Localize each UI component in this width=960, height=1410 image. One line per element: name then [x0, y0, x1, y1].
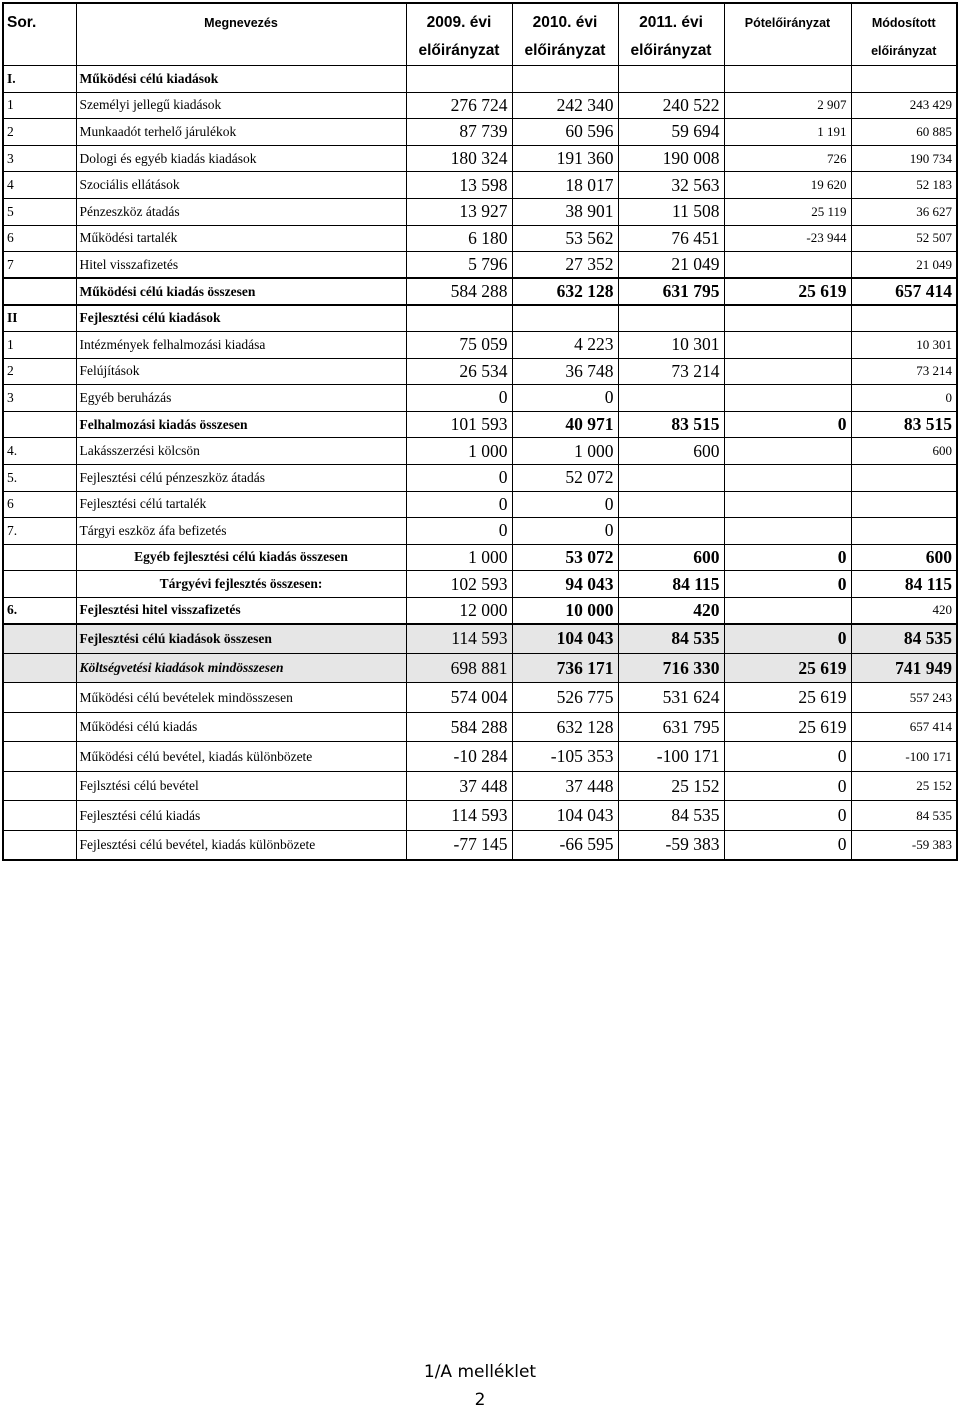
value-2009: 6 180: [406, 225, 512, 252]
table-row: [3, 544, 957, 571]
row-name: Fejlesztési hitel visszafizetés: [76, 597, 406, 624]
value-2010: -105 353: [512, 742, 618, 772]
value-modositott: 190 734: [851, 145, 957, 172]
table-row: [3, 411, 957, 438]
table-row: [3, 653, 957, 683]
row-name: Működési célú bevétel, kiadás különbözete: [76, 742, 406, 772]
value-2010: 27 352: [512, 252, 618, 279]
value-2010: 632 128: [512, 712, 618, 742]
value-2010: 4 223: [512, 331, 618, 358]
row-name: Dologi és egyéb kiadás kiadások: [76, 145, 406, 172]
value-2010: 0: [512, 518, 618, 545]
value-2011: 600: [618, 544, 724, 571]
row-number: [3, 771, 76, 801]
value-2009: 12 000: [406, 597, 512, 624]
value-modositott: 84 115: [851, 571, 957, 598]
value-2011: 631 795: [618, 712, 724, 742]
value-modositott: 52 507: [851, 225, 957, 252]
row-number: 1: [3, 331, 76, 358]
header-2011: [618, 3, 724, 66]
table-row: [3, 252, 957, 279]
value-modositott: [851, 66, 957, 93]
row-number: 2: [3, 358, 76, 385]
table-row: [3, 597, 957, 624]
row-number: I.: [3, 66, 76, 93]
row-number: 7: [3, 252, 76, 279]
value-potel: 2 907: [724, 92, 851, 119]
row-name: Intézmények felhalmozási kiadása: [76, 331, 406, 358]
row-name: Pénzeszköz átadás: [76, 198, 406, 225]
value-potel: 0: [724, 544, 851, 571]
value-2011: 11 508: [618, 198, 724, 225]
value-2010: 37 448: [512, 771, 618, 801]
value-2011: [618, 464, 724, 491]
row-number: [3, 712, 76, 742]
value-modositott: 657 414: [851, 278, 957, 305]
header-sor: Sor.: [3, 3, 76, 66]
value-2011: 600: [618, 438, 724, 465]
value-potel: 25 619: [724, 278, 851, 305]
value-2011: 25 152: [618, 771, 724, 801]
row-number: [3, 653, 76, 683]
table-row: [3, 624, 957, 654]
row-number: 3: [3, 145, 76, 172]
table-row: [3, 385, 957, 412]
row-number: [3, 544, 76, 571]
row-number: 2: [3, 119, 76, 146]
row-number: 6: [3, 225, 76, 252]
value-modositott: 600: [851, 544, 957, 571]
row-number: [3, 830, 76, 860]
value-modositott: 60 885: [851, 119, 957, 146]
row-name: Személyi jellegű kiadások: [76, 92, 406, 119]
value-potel: [724, 252, 851, 279]
value-modositott: 73 214: [851, 358, 957, 385]
value-potel: 25 619: [724, 683, 851, 713]
value-2011: 76 451: [618, 225, 724, 252]
table-row: [3, 742, 957, 772]
table-row: [3, 438, 957, 465]
value-2009: 102 593: [406, 571, 512, 598]
value-2009: 87 739: [406, 119, 512, 146]
value-2009: 114 593: [406, 801, 512, 831]
row-name: Felújítások: [76, 358, 406, 385]
value-2009: 13 598: [406, 172, 512, 199]
value-2009: -10 284: [406, 742, 512, 772]
value-2010: 104 043: [512, 624, 618, 654]
table-row: [3, 225, 957, 252]
table-row: [3, 331, 957, 358]
value-2009: 13 927: [406, 198, 512, 225]
value-potel: [724, 305, 851, 332]
row-name: Lakásszerzési kölcsön: [76, 438, 406, 465]
value-2010: 736 171: [512, 653, 618, 683]
row-number: [3, 624, 76, 654]
table-row: [3, 92, 957, 119]
value-potel: [724, 518, 851, 545]
value-2011: 531 624: [618, 683, 724, 713]
value-potel: 0: [724, 742, 851, 772]
value-potel: 0: [724, 571, 851, 598]
value-2009: 698 881: [406, 653, 512, 683]
table-row: [3, 491, 957, 518]
value-potel: 0: [724, 801, 851, 831]
value-potel: 25 619: [724, 712, 851, 742]
value-2010: 191 360: [512, 145, 618, 172]
value-modositott: 600: [851, 438, 957, 465]
row-name: Tárgyévi fejlesztés összesen:: [76, 571, 406, 598]
value-modositott: 84 535: [851, 624, 957, 654]
row-number: 7.: [3, 518, 76, 545]
value-2009: [406, 66, 512, 93]
value-2011: 59 694: [618, 119, 724, 146]
value-2009: 574 004: [406, 683, 512, 713]
value-potel: [724, 491, 851, 518]
row-name: Működési célú bevételek mindösszesen: [76, 683, 406, 713]
row-name: Munkaadót terhelő járulékok: [76, 119, 406, 146]
header-2009: [406, 3, 512, 66]
value-2010: 52 072: [512, 464, 618, 491]
value-potel: [724, 358, 851, 385]
value-2011: 83 515: [618, 411, 724, 438]
value-modositott: [851, 305, 957, 332]
row-number: 4: [3, 172, 76, 199]
value-modositott: 21 049: [851, 252, 957, 279]
page-number: 2: [474, 1390, 486, 1410]
value-2011: 190 008: [618, 145, 724, 172]
row-number: 6.: [3, 597, 76, 624]
header-2011-label: előirányzat: [630, 42, 712, 59]
budget-table: [2, 2, 958, 861]
value-modositott: 243 429: [851, 92, 957, 119]
value-modositott: 84 535: [851, 801, 957, 831]
value-2011: 10 301: [618, 331, 724, 358]
value-modositott: 36 627: [851, 198, 957, 225]
row-number: [3, 278, 76, 305]
table-row: [3, 518, 957, 545]
value-modositott: 83 515: [851, 411, 957, 438]
row-name: Tárgyi eszköz áfa befizetés: [76, 518, 406, 545]
value-modositott: -59 383: [851, 830, 957, 860]
value-2009: 584 288: [406, 278, 512, 305]
value-2009: 0: [406, 464, 512, 491]
value-potel: [724, 438, 851, 465]
value-modositott: 557 243: [851, 683, 957, 713]
value-modositott: 10 301: [851, 331, 957, 358]
value-2009: 26 534: [406, 358, 512, 385]
value-modositott: 420: [851, 597, 957, 624]
value-2010: 242 340: [512, 92, 618, 119]
value-2011: 716 330: [618, 653, 724, 683]
table-row: [3, 145, 957, 172]
value-potel: 0: [724, 624, 851, 654]
row-number: 1: [3, 92, 76, 119]
value-2009: 37 448: [406, 771, 512, 801]
table-row: [3, 464, 957, 491]
header-2011-year: 2011. évi: [639, 14, 703, 31]
value-2010: 526 775: [512, 683, 618, 713]
value-modositott: 741 949: [851, 653, 957, 683]
value-potel: 25 619: [724, 653, 851, 683]
value-2010: 94 043: [512, 571, 618, 598]
value-2009: 584 288: [406, 712, 512, 742]
value-2011: 84 535: [618, 801, 724, 831]
value-2011: [618, 305, 724, 332]
value-2009: 0: [406, 385, 512, 412]
row-name: Költségvetési kiadások mindösszesen: [76, 653, 406, 683]
row-number: [3, 411, 76, 438]
row-number: 5: [3, 198, 76, 225]
value-2010: -66 595: [512, 830, 618, 860]
row-name: Működési tartalék: [76, 225, 406, 252]
header-2010: [512, 3, 618, 66]
value-potel: 1 191: [724, 119, 851, 146]
row-name: Egyéb beruházás: [76, 385, 406, 412]
value-2010: 36 748: [512, 358, 618, 385]
value-modositott: [851, 518, 957, 545]
value-2010: 18 017: [512, 172, 618, 199]
header-modositott-label: előirányzat: [871, 44, 937, 58]
value-2011: 420: [618, 597, 724, 624]
row-name: Fejlesztési célú kiadások: [76, 305, 406, 332]
value-2010: 53 562: [512, 225, 618, 252]
value-modositott: 52 183: [851, 172, 957, 199]
value-2011: [618, 518, 724, 545]
value-modositott: 25 152: [851, 771, 957, 801]
value-2009: 1 000: [406, 438, 512, 465]
value-potel: -23 944: [724, 225, 851, 252]
value-2009: 75 059: [406, 331, 512, 358]
annex-title: 1/A melléklet: [423, 1362, 537, 1382]
row-number: [3, 801, 76, 831]
value-2009: 0: [406, 518, 512, 545]
value-2011: 631 795: [618, 278, 724, 305]
table-row: [3, 571, 957, 598]
row-number: [3, 742, 76, 772]
value-2011: [618, 385, 724, 412]
value-2009: 1 000: [406, 544, 512, 571]
value-modositott: [851, 464, 957, 491]
row-name: Működési célú kiadás: [76, 712, 406, 742]
header-2010-year: 2010. évi: [532, 14, 598, 31]
row-name: Működési célú kiadás összesen: [76, 278, 406, 305]
value-modositott: -100 171: [851, 742, 957, 772]
value-potel: 0: [724, 411, 851, 438]
row-number: [3, 571, 76, 598]
value-potel: 726: [724, 145, 851, 172]
value-2010: 40 971: [512, 411, 618, 438]
table-row: [3, 278, 957, 305]
value-2010: 0: [512, 491, 618, 518]
header-potel: Pótelőirányzat: [724, 3, 851, 66]
row-name: Fejlesztési célú kiadás: [76, 801, 406, 831]
value-2010: 632 128: [512, 278, 618, 305]
table-row: [3, 172, 957, 199]
value-potel: [724, 385, 851, 412]
value-potel: 0: [724, 771, 851, 801]
value-2010: 60 596: [512, 119, 618, 146]
value-potel: 19 620: [724, 172, 851, 199]
value-2009: 101 593: [406, 411, 512, 438]
row-name: Fejlesztési célú tartalék: [76, 491, 406, 518]
header-megnevezes: Megnevezés: [76, 3, 406, 66]
row-number: [3, 683, 76, 713]
table-row: [3, 198, 957, 225]
value-modositott: 0: [851, 385, 957, 412]
table-row: [3, 771, 957, 801]
row-number: II: [3, 305, 76, 332]
value-modositott: 657 414: [851, 712, 957, 742]
header-2009-label: előirányzat: [418, 42, 500, 59]
value-2009: 5 796: [406, 252, 512, 279]
value-2009: 276 724: [406, 92, 512, 119]
header-2009-year: 2009. évi: [426, 14, 492, 31]
table-row: [3, 358, 957, 385]
row-name: Működési célú kiadások: [76, 66, 406, 93]
value-2010: 104 043: [512, 801, 618, 831]
value-2011: [618, 66, 724, 93]
header-modositott-title: Módosított: [871, 16, 936, 30]
value-2010: [512, 305, 618, 332]
value-2011: 21 049: [618, 252, 724, 279]
value-2011: 32 563: [618, 172, 724, 199]
table-row: [3, 66, 957, 93]
row-number: 3: [3, 385, 76, 412]
value-potel: 25 119: [724, 198, 851, 225]
row-number: 6: [3, 491, 76, 518]
value-potel: [724, 597, 851, 624]
value-2011: 240 522: [618, 92, 724, 119]
row-name: Szociális ellátások: [76, 172, 406, 199]
value-2009: -77 145: [406, 830, 512, 860]
value-2011: 84 115: [618, 571, 724, 598]
value-2011: -59 383: [618, 830, 724, 860]
value-2011: [618, 491, 724, 518]
value-2009: 114 593: [406, 624, 512, 654]
value-2009: 180 324: [406, 145, 512, 172]
value-2010: 38 901: [512, 198, 618, 225]
table-row: [3, 830, 957, 860]
header-2010-label: előirányzat: [524, 42, 606, 59]
row-name: Hitel visszafizetés: [76, 252, 406, 279]
row-name: Fejlesztési célú pénzeszköz átadás: [76, 464, 406, 491]
value-2010: 0: [512, 385, 618, 412]
value-2010: [512, 66, 618, 93]
value-potel: [724, 464, 851, 491]
value-2011: -100 171: [618, 742, 724, 772]
header-row: [3, 3, 957, 66]
value-2011: 84 535: [618, 624, 724, 654]
value-modositott: [851, 491, 957, 518]
row-name: Fejlesztési célú kiadások összesen: [76, 624, 406, 654]
value-2010: 10 000: [512, 597, 618, 624]
row-name: Egyéb fejlesztési célú kiadás összesen: [76, 544, 406, 571]
header-modositott: [851, 3, 957, 66]
table-row: [3, 119, 957, 146]
row-number: 4.: [3, 438, 76, 465]
value-potel: [724, 331, 851, 358]
value-2010: 53 072: [512, 544, 618, 571]
table-row: [3, 801, 957, 831]
row-name: Fejlesztési célú bevétel, kiadás különbözete: [76, 830, 406, 860]
row-name: Fejlsztési célú bevétel: [76, 771, 406, 801]
value-2011: 73 214: [618, 358, 724, 385]
row-number: 5.: [3, 464, 76, 491]
table-row: [3, 683, 957, 713]
table-row: [3, 712, 957, 742]
table-row: [3, 305, 957, 332]
value-2009: [406, 305, 512, 332]
value-2010: 1 000: [512, 438, 618, 465]
value-2009: 0: [406, 491, 512, 518]
value-potel: 0: [724, 830, 851, 860]
value-potel: [724, 66, 851, 93]
row-name: Felhalmozási kiadás összesen: [76, 411, 406, 438]
